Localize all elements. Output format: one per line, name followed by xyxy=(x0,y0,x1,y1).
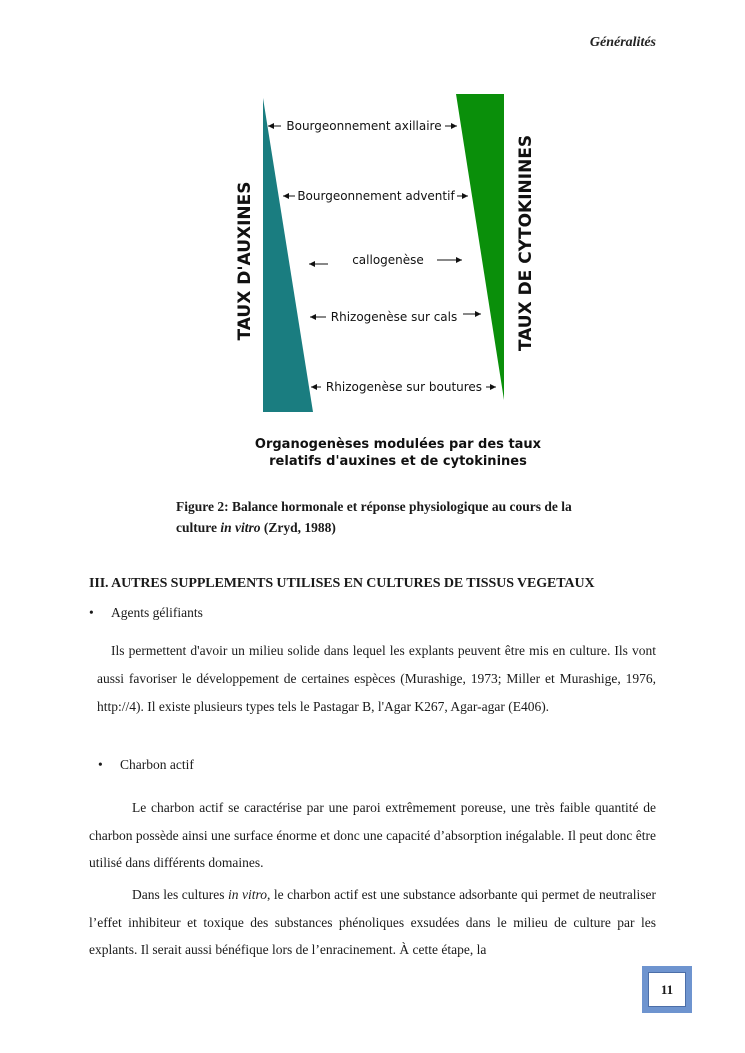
caption-line2-italic: in vitro xyxy=(220,520,261,535)
item-callogenesis: callogenèse xyxy=(352,253,424,267)
cytokinin-gradient-wedge xyxy=(456,94,504,400)
bullet-dot-icon: • xyxy=(89,605,94,620)
bullet-label-agents: Agents gélifiants xyxy=(111,605,203,620)
figure-caption xyxy=(176,496,646,538)
bullet-label-charbon: Charbon actif xyxy=(120,757,194,772)
arrow-row-adventitious xyxy=(283,189,468,203)
page-number-frame xyxy=(642,966,692,1013)
section-heading: III. AUTRES SUPPLEMENTS UTILISES EN CULTURES DE TISSUS VEGETAUX xyxy=(89,576,595,591)
caption-line2 xyxy=(176,517,646,538)
para3-italic: in vitro xyxy=(228,887,267,902)
paragraph-gelling-agents: Ils permettent d'avoir un milieu solide dans lequel les explants peuvent être mis en culture. Ils vont aussi favoriser le développement de certaines espèces (Murashige, 1973; Miller et Murashige, 1976, http://4). Il existe plusieurs types tels le Pastagar B, l'Agar K267, Agar-agar (E406). xyxy=(97,643,656,714)
arrow-row-axillary xyxy=(268,119,457,133)
cytokinin-axis-label: TAUX DE CYTOKININES xyxy=(516,134,536,352)
arrow-row-rhizo-callus xyxy=(310,310,481,324)
auxin-axis-label: TAUX D'AUXINES xyxy=(235,181,255,341)
paragraph-in-vitro-charcoal xyxy=(89,881,656,964)
paragraph-activated-charcoal: Le charbon actif se caractérise par une paroi extrêmement poreuse, une très faible quantité de charbon possède ainsi une surface énorme et donc une capacité d’absorption inégalable. Il peut donc être utilisé dans différents domaines. xyxy=(89,800,656,870)
running-header-title: Généralités xyxy=(589,35,656,50)
caption-line2-prefix: culture xyxy=(176,520,217,535)
figure-subtitle-line2: relatifs d'auxines et de cytokinines xyxy=(269,454,527,469)
arrow-row-rhizo-cuttings xyxy=(311,380,496,394)
item-adventitious-budding: Bourgeonnement adventif xyxy=(297,189,455,203)
page-number: 11 xyxy=(648,972,686,1007)
para3-start: Dans les cultures xyxy=(132,887,225,902)
hormonal-balance-figure xyxy=(0,0,745,480)
bullet-dot-icon: • xyxy=(98,757,103,772)
caption-line2-suffix: (Zryd, 1988) xyxy=(263,520,336,535)
auxin-gradient-wedge xyxy=(263,98,313,412)
caption-line1: Figure 2: Balance hormonale et réponse physiologique au cours de la xyxy=(176,499,572,514)
figure-subtitle-line1: Organogenèses modulées par des taux xyxy=(254,437,542,452)
item-axillary-budding: Bourgeonnement axillaire xyxy=(286,119,442,133)
item-rhizogenesis-cuttings: Rhizogenèse sur boutures xyxy=(325,380,483,394)
item-rhizogenesis-callus: Rhizogenèse sur cals xyxy=(330,310,458,324)
arrow-row-callus xyxy=(309,253,462,267)
para3-rest: , le charbon actif est une substance adsorbante qui permet de neutraliser l’effet inhibiteur et toxique des substances phénoliques exsudées dans le milieu de culture par les explants. Il serait aussi bénéfique lors de l’enracinement. À cette étape, la xyxy=(89,887,656,957)
